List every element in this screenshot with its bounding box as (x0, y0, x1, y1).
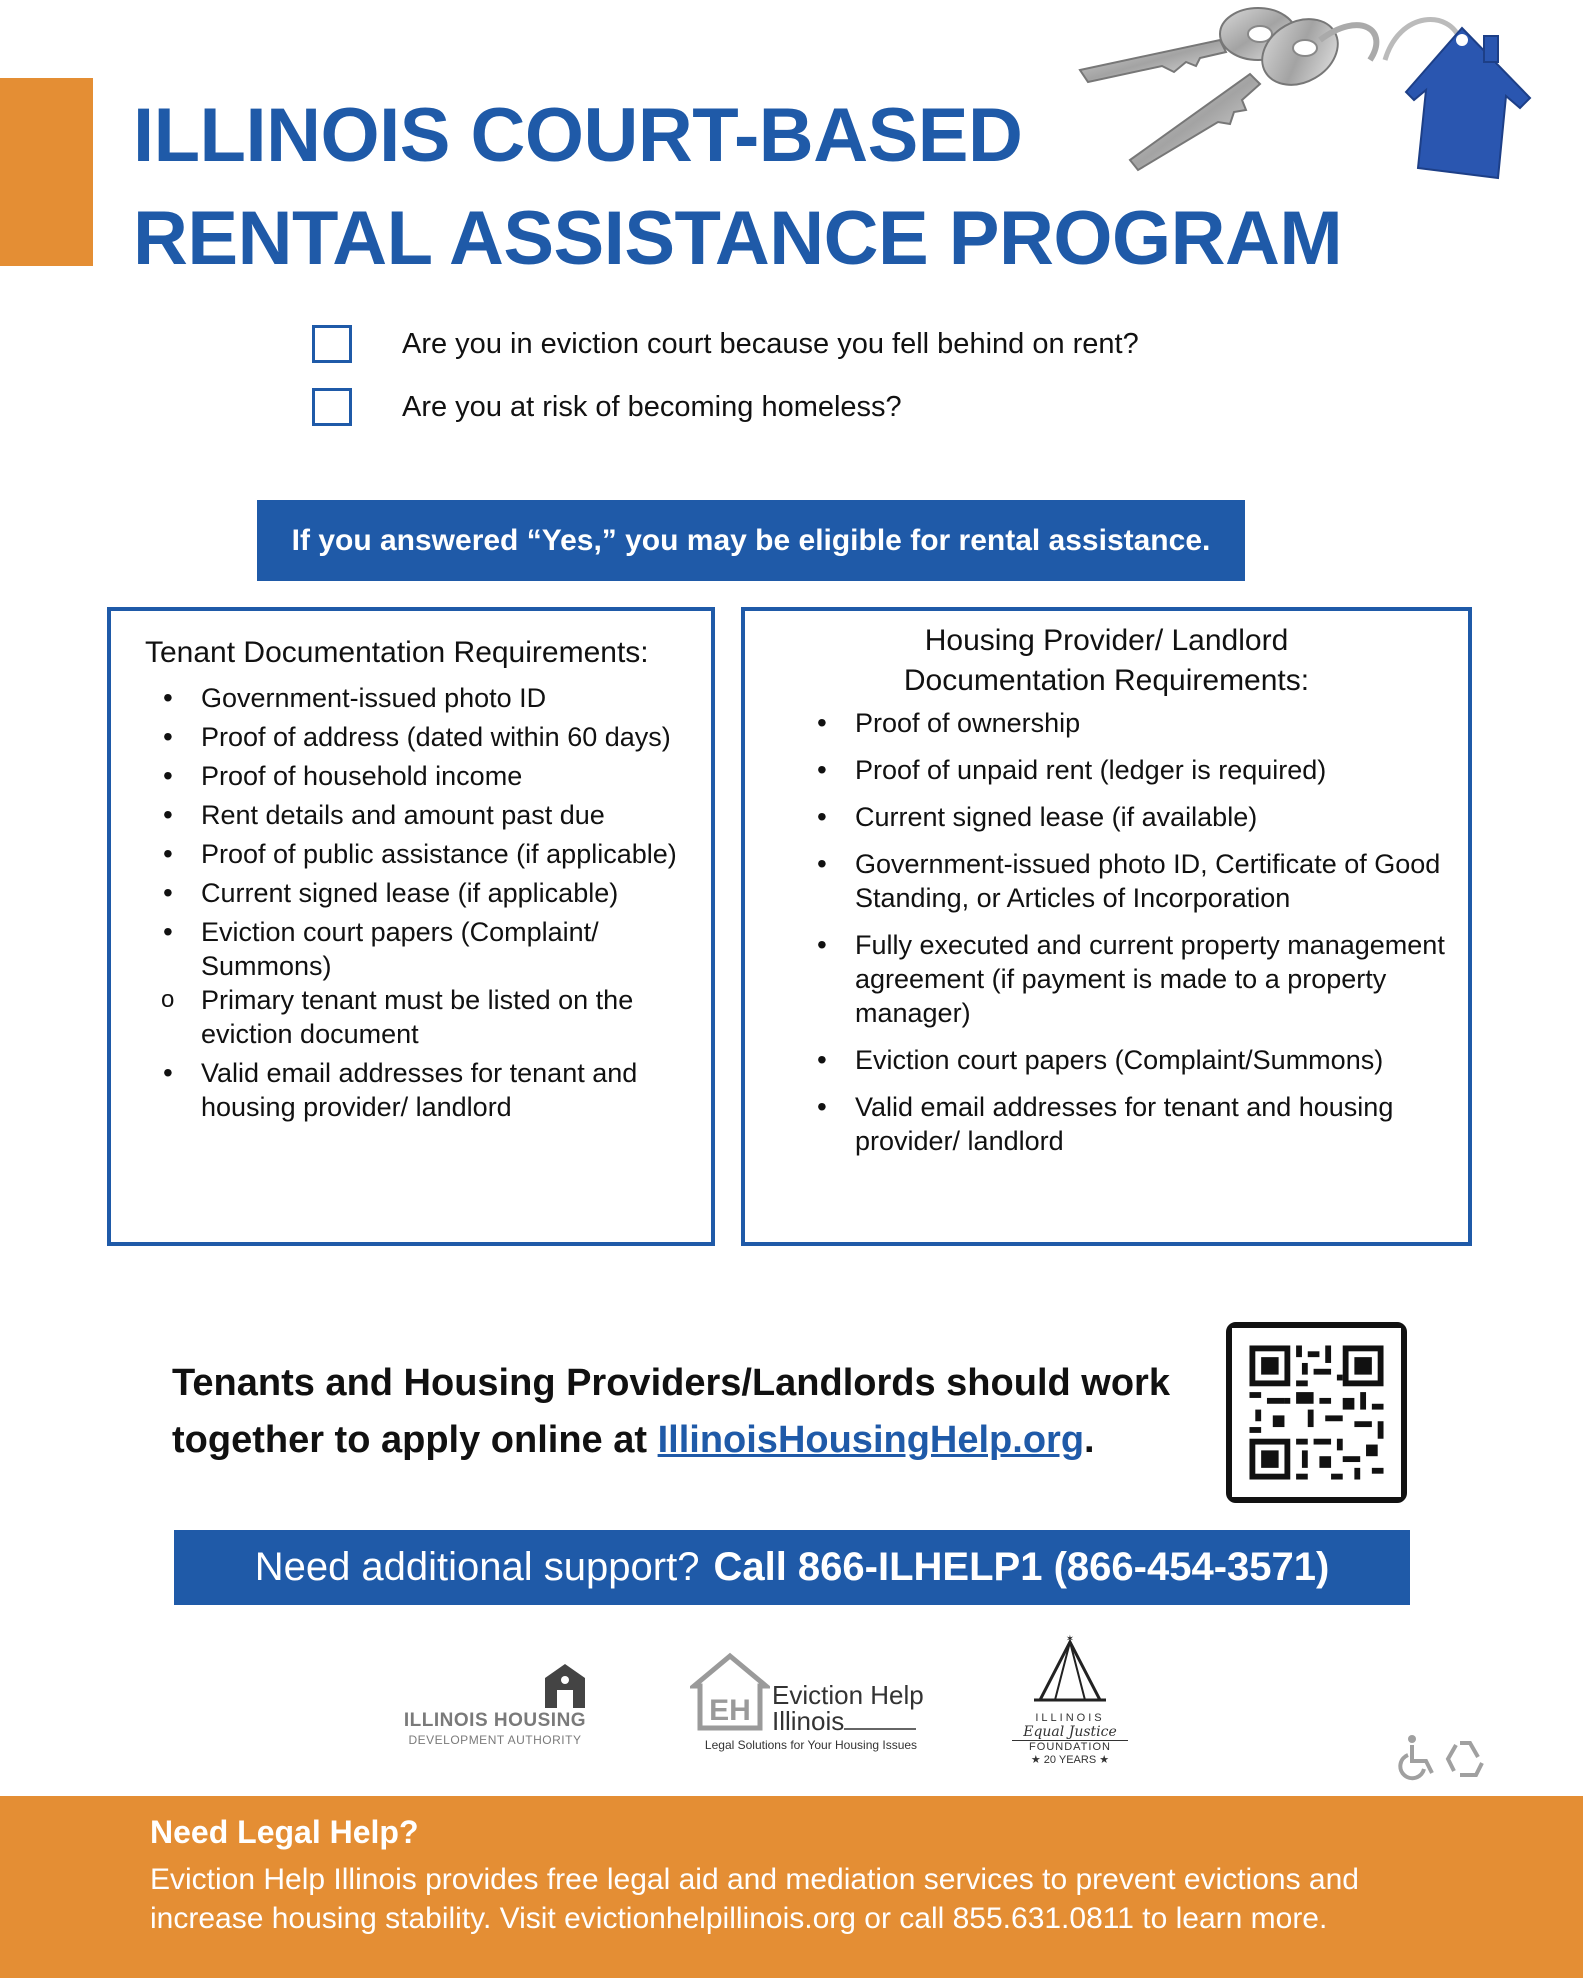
support-prefix: Need additional support? (254, 1545, 700, 1589)
list-item: • Valid email addresses for tenant and housing provider/ landlord (855, 1090, 1445, 1158)
list-item: • Rent details and amount past due (201, 798, 681, 832)
list-item: • Government-issued photo ID, Certificate of Good Standing, or Articles of Incorporation (855, 847, 1445, 915)
orange-accent-bar (0, 78, 93, 266)
iejf-line-4: ★ 20 YEARS ★ (1030, 1754, 1110, 1766)
homeless-checkbox[interactable] (312, 388, 352, 426)
question-row-eviction (312, 322, 1139, 366)
tenant-requirements-title: Tenant Documentation Requirements: (145, 636, 649, 669)
list-item: • Proof of public assistance (if applicable) (201, 837, 681, 871)
qr-code[interactable] (1226, 1322, 1407, 1503)
landlord-requirements-box (741, 607, 1472, 1246)
apply-text-end: . (1084, 1419, 1095, 1461)
iejf-line-1: ILLINOIS (1035, 1712, 1105, 1724)
list-item: • Fully executed and current property management agreement (if payment is made to a property manager) (855, 928, 1445, 1030)
list-item: • Proof of household income (201, 759, 681, 793)
eviction-help-house-icon (690, 1652, 770, 1732)
apply-text: Tenants and Housing Providers/Landlords should work together to apply online at (172, 1362, 1170, 1461)
accessibility-recycle-icons (1398, 1733, 1493, 1781)
iejf-line-3: FOUNDATION (1012, 1740, 1128, 1753)
list-item: • Current signed lease (if available) (855, 800, 1445, 834)
question-homeless-text: Are you at risk of becoming homeless? (402, 390, 902, 423)
landlord-title-line-2: Documentation Requirements: (903, 664, 1310, 697)
landlord-requirements-list (855, 706, 1445, 1171)
svg-text:EH: EH (709, 1694, 751, 1727)
support-call-number[interactable]: Call 866-ILHELP1 (866-454-3571) (713, 1545, 1330, 1589)
title-line-2: RENTAL ASSISTANCE PROGRAM (133, 196, 1343, 281)
ihda-name: ILLINOIS HOUSING (403, 1710, 587, 1731)
svg-text:✶: ✶ (1065, 1634, 1075, 1645)
illinois-housing-help-link[interactable]: IllinoisHousingHelp.org (657, 1419, 1085, 1461)
list-item: • Current signed lease (if applicable) (201, 876, 681, 910)
support-phone-banner (174, 1530, 1410, 1605)
ehi-name-line-1: Eviction Help (772, 1680, 924, 1710)
wheelchair-icon (1400, 1735, 1432, 1778)
house-icon (545, 1664, 585, 1708)
list-item: • Valid email addresses for tenant and housing provider/ landlord (201, 1056, 681, 1124)
illinois-equal-justice-foundation-logo (1012, 1634, 1128, 1779)
tenant-requirements-list (201, 681, 681, 1129)
eligibility-banner: If you answered “Yes,” you may be eligible for rental assistance. (257, 500, 1245, 581)
ihda-logo (395, 1660, 595, 1760)
list-item-text: Eviction court papers (Complaint/ Summons) (201, 917, 599, 981)
footer-title: Need Legal Help? (150, 1814, 419, 1850)
recycle-icon (1448, 1743, 1482, 1775)
tenant-sub-list (201, 983, 681, 1051)
eviction-checkbox[interactable] (312, 325, 352, 363)
ehi-tagline: Legal Solutions for Your Housing Issues (704, 1738, 918, 1752)
list-item: • Proof of ownership (855, 706, 1445, 740)
tenant-requirements-box (107, 607, 715, 1246)
list-item: • Government-issued photo ID (201, 681, 681, 715)
question-eviction-text: Are you in eviction court because you fell behind on rent? (402, 327, 1139, 360)
landlord-title-line-1: Housing Provider/ Landlord (924, 624, 1289, 657)
justice-emblem-icon (1020, 1634, 1120, 1710)
legal-help-footer (0, 1796, 1583, 1978)
list-item (201, 915, 681, 1051)
iejf-line-2: Equal Justice (1023, 1724, 1117, 1740)
apply-online-text (172, 1355, 1212, 1469)
list-item: • Proof of unpaid rent (ledger is required) (855, 753, 1445, 787)
qr-code-icon (1232, 1328, 1401, 1497)
eviction-help-illinois-logo (686, 1652, 936, 1762)
list-item: • Proof of address (dated within 60 days) (201, 720, 681, 754)
footer-body: Eviction Help Illinois provides free legal aid and mediation services to prevent evictions and increase housing stability. Visit evictionhelpillinois.org or call 855.631.0811 to learn more. (150, 1863, 1359, 1935)
question-row-homeless (312, 385, 902, 429)
ehi-divider (844, 1728, 916, 1730)
sub-list-item: o Primary tenant must be listed on the eviction document (201, 983, 681, 1051)
list-item: • Eviction court papers (Complaint/Summons) (855, 1043, 1445, 1077)
ehi-name-line-2: Illinois (772, 1706, 845, 1736)
ihda-subtitle: DEVELOPMENT AUTHORITY (408, 1733, 582, 1747)
landlord-requirements-title (745, 621, 1468, 701)
house-keys-illustration (1070, 0, 1540, 190)
title-line-1: ILLINOIS COURT-BASED (133, 93, 1023, 178)
